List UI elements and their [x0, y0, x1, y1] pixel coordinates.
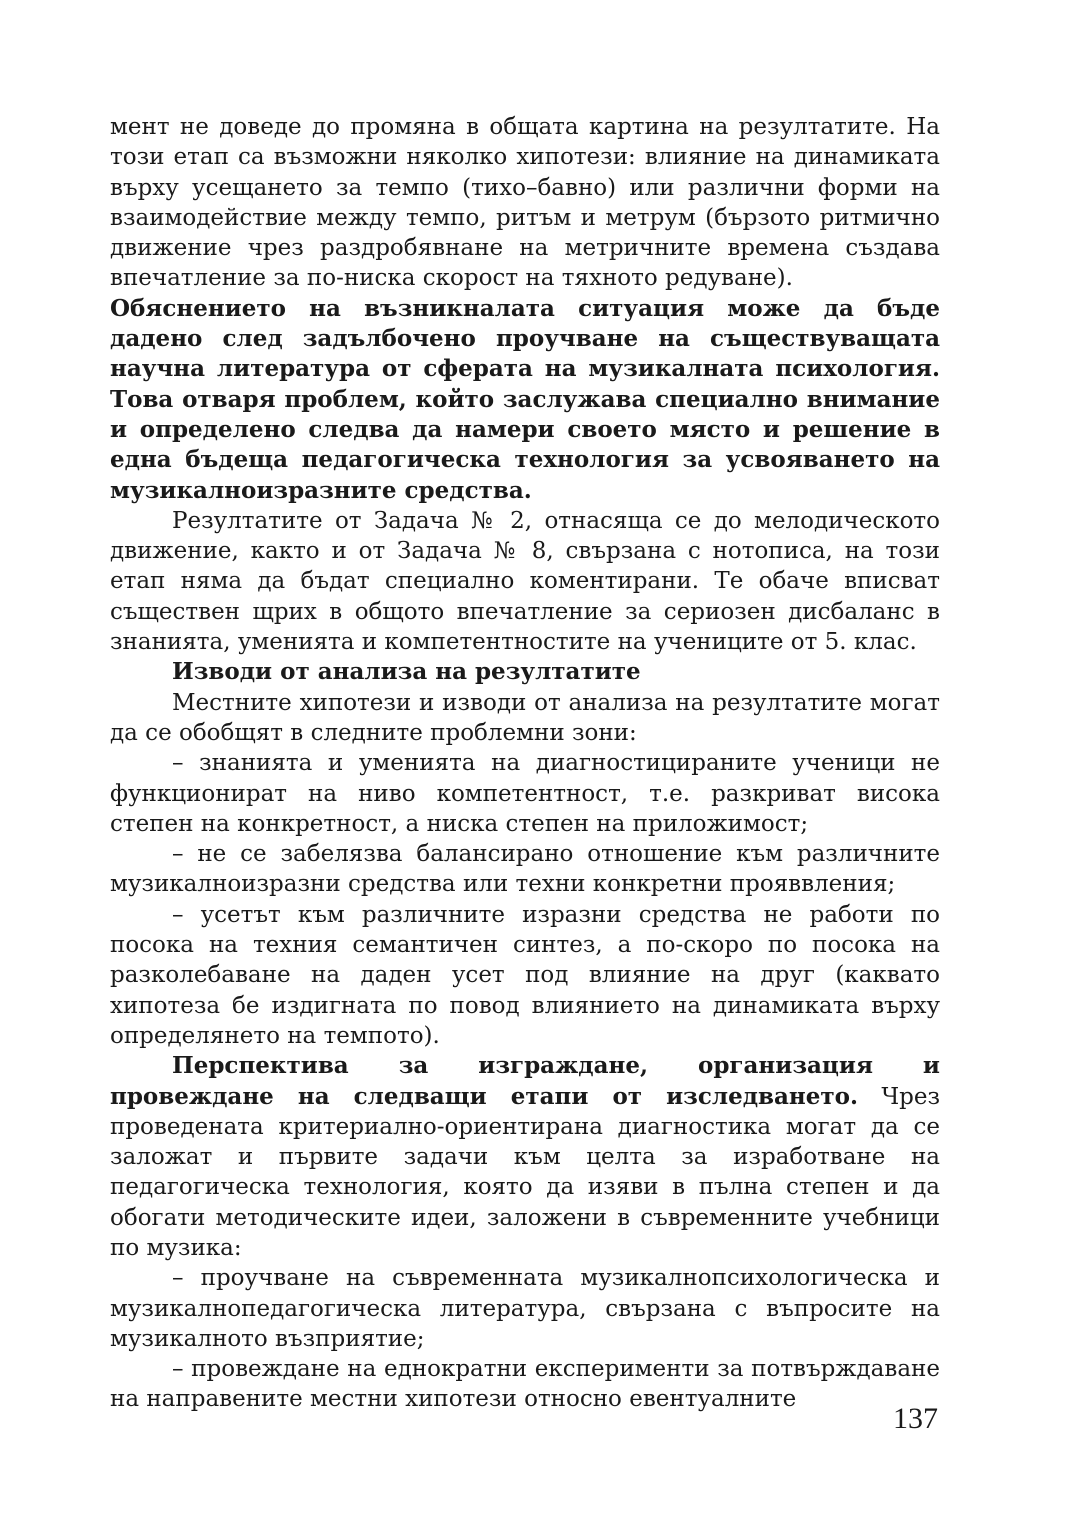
- section-heading-conclusions: Изводи от анализа на резултатите: [172, 658, 641, 686]
- paragraph-results-tasks: Резултатите от Задача № 2, отнасяща се до мелодическото движение, както и от Задача № 8, свързана с нотописа, на този етап няма да бъдат специално коментирани. Те обаче вписват съществен щрих в общото впечатление за сериозен дисбаланс в знанията, уменията и компетентностите на учениците от 5. клас.: [110, 507, 940, 656]
- page-number: 137: [893, 1402, 938, 1435]
- list-item-task-1: – проучване на съвременната музикалнопсихологическа и музикалнопедагогическа литература, свързана с въпросите на музикалното възприятие;: [110, 1265, 940, 1352]
- perspective-text: Чрез проведената критериално-ориентирана диагностика могат да се заложат и първите задачи към целта за изработване на педагогическа технология, която да изяви в пълна степен и да обогати методическите идеи, заложени в съвременните учебници по музика:: [110, 1083, 941, 1261]
- paragraph-local-hypotheses: Местните хипотези и изводи от анализа на резултатите могат да се обобщят в следните проблемни зони:: [110, 689, 940, 746]
- list-item-task-2: – провеждане на еднократни експерименти за потвърждаване на направените местни хипотези относно евентуалните: [110, 1356, 940, 1413]
- list-item-problem-zone-3: – усетът към различните изразни средства не работи по посока на техния семантичен синтез, а по-скоро по посока на разколебаване на даден усет под влияние на друг (каквато хипотеза бе издигната по повод влиянието на динамиката върху определянето на темпото).: [110, 901, 940, 1049]
- paragraph-intro: мент не доведе до промяна в общата картина на резултатите. На този етап са възможни няколко хипотези: влияние на динамиката върху усещането за темпо (тихо–бавно) или различни форми на взаимодействие между темпо, ритъм и метрум (бързото ритмично движение чрез раздробявнане на метричните времена създава впечатление за по-ниска скорост на тяхното редуване).: [110, 114, 940, 292]
- perspective-heading: Перспектива за изграждане, организация и провеждане на следващи етапи от изследването.: [110, 1052, 940, 1110]
- paragraph-perspective: [110, 1051, 940, 1263]
- paragraph-bold-explanation: Обяснението на възникналата ситуация може да бъде дадено след задълбочено проучване на съществуващата научна литература от сферата на музикалната психология. Това отваря проблем, който заслужава специално внимание и определено следва да намери своето място и решение в една бъдеща педагогическа технология за усвояването на музикалноизразните средства.: [110, 294, 940, 504]
- list-item-problem-zone-2: – не се забелязва балансирано отношение към различните музикалноизразни средства или техни конкретни прояввления;: [110, 841, 940, 898]
- page-body: [110, 112, 940, 1415]
- list-item-problem-zone-1: – знанията и уменията на диагностицираните ученици не функционират на ниво компетентност, т.е. разкриват висока степен на конкретност, а ниска степен на приложимост;: [110, 750, 940, 837]
